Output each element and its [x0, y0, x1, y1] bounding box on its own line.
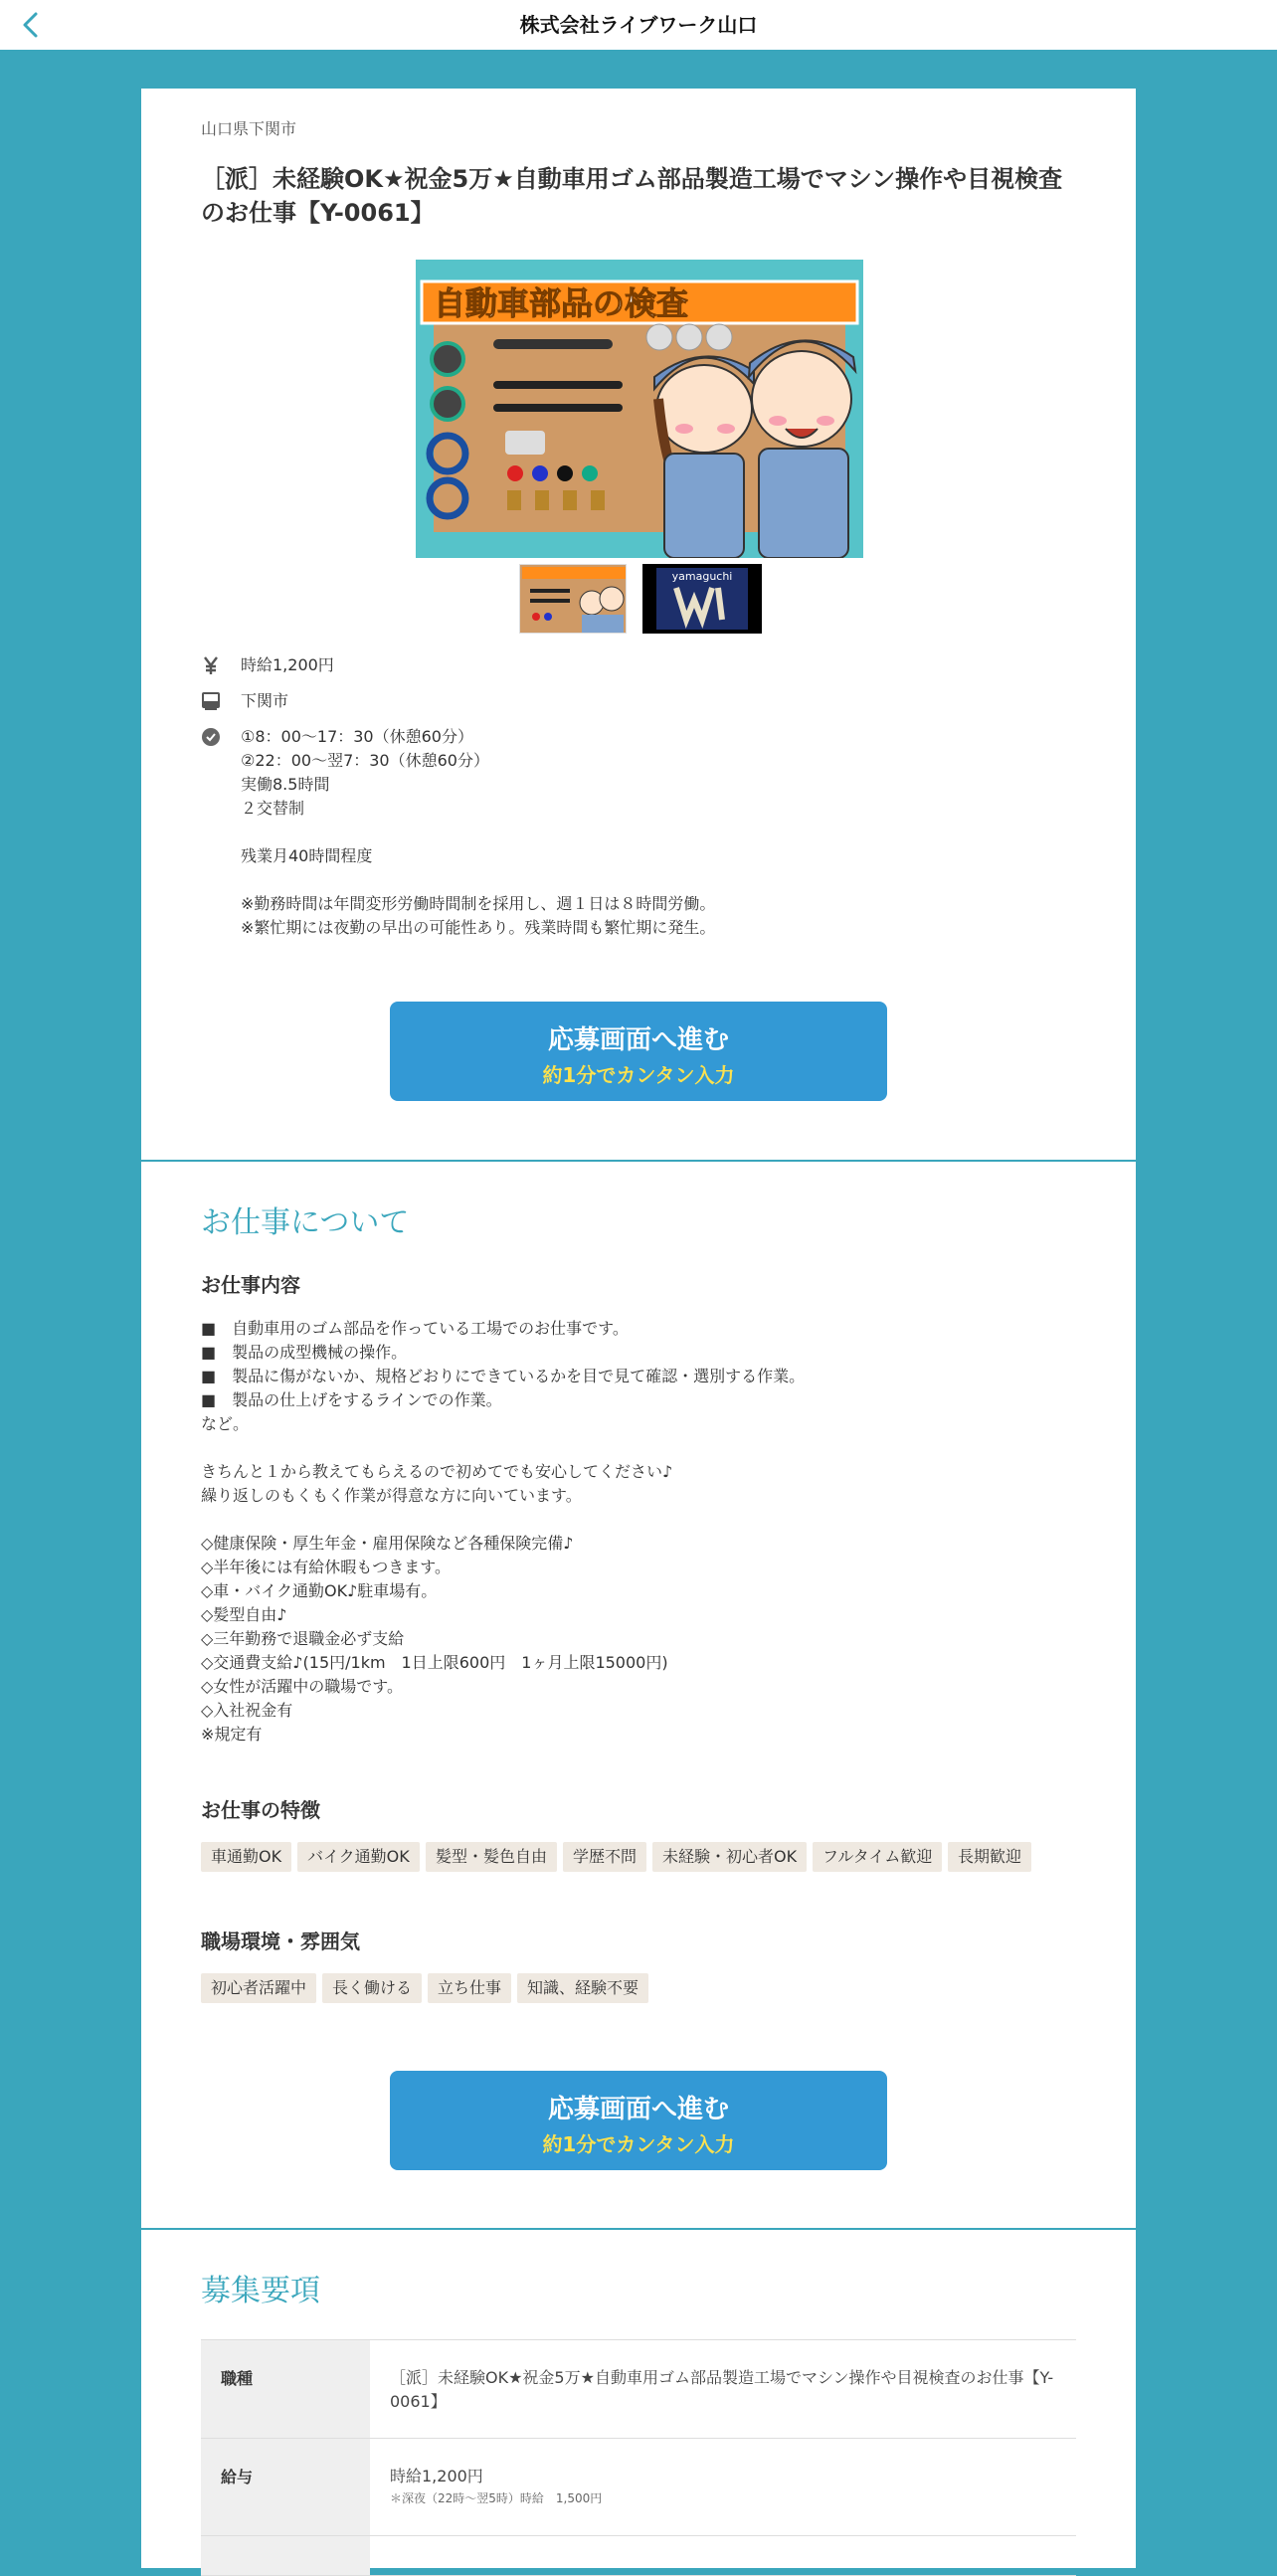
apply-button-label: 応募画面へ進む	[547, 1025, 729, 1055]
page-title: 株式会社ライブワーク山口	[519, 13, 758, 37]
wage-text: 時給1,200円	[241, 655, 334, 674]
job-content-line: ◇健康保険・厚生年金・雇用保険など各種保険完備♪	[201, 1534, 574, 1553]
job-content-line: ■ 自動車用のゴム部品を作っている工場でのお仕事です。	[201, 1319, 629, 1338]
apply-button-sublabel: 約1分でカンタン入力	[542, 2132, 735, 2156]
requirements-heading: 募集要項	[201, 2274, 320, 2308]
thumb2-text: yamaguchi	[671, 570, 733, 583]
about-heading: お仕事について	[201, 1205, 410, 1240]
job-content-line: 繰り返しのもくもく作業が得意な方に向いています。	[201, 1486, 582, 1505]
feature-tag: 車通勤OK	[201, 1842, 291, 1872]
apply-button-sublabel: 約1分でカンタン入力	[542, 1063, 735, 1087]
requirements-row-salary	[201, 2439, 1076, 2536]
job-content-line: ※規定有	[201, 1725, 263, 1744]
working-hours-line	[241, 868, 715, 892]
top-bar	[0, 0, 1277, 50]
image-thumbnail-2[interactable]	[642, 564, 762, 634]
feature-tag: 長期歓迎	[948, 1842, 1031, 1872]
requirements-table	[201, 2339, 1076, 2576]
apply-button-top[interactable]	[390, 1002, 887, 1101]
job-content-line: ◇車・バイク通勤OK♪駐車場有。	[201, 1581, 438, 1600]
working-hours-line: ②22：00～翌7：30（休憩60分）	[241, 751, 489, 770]
features-heading: お仕事の特徴	[201, 1798, 320, 1822]
image-banner-text: 自動車部品の検査	[434, 284, 689, 322]
requirements-row-next	[201, 2536, 1076, 2576]
apply-button-label: 応募画面へ進む	[547, 2095, 729, 2124]
job-main-image	[416, 260, 863, 558]
environment-tag: 立ち仕事	[428, 1973, 511, 2003]
train-icon	[201, 691, 221, 711]
job-title: ［派］未経験OK★祝金5万★自動車用ゴム部品製造工場でマシン操作や目視検査のお仕事【Y-0061】	[201, 165, 1063, 227]
working-hours-line: 実働8.5時間	[241, 775, 330, 794]
job-content-line: ■ 製品に傷がないか、規格どおりにできているかを目で見て確認・選別する作業。	[201, 1367, 806, 1385]
feature-tag: 未経験・初心者OK	[652, 1842, 807, 1872]
working-hours-line: ※勤務時間は年間変形労働時間制を採用し、週１日は８時間労働。	[241, 894, 716, 913]
requirements-value: ［派］未経験OK★祝金5万★自動車用ゴム部品製造工場でマシン操作や目視検査のお仕事【Y-0061】	[390, 2368, 1054, 2411]
requirements-label-empty	[201, 2536, 370, 2575]
requirements-note: ＊深夜（22時～翌5時）時給 1,500円	[390, 2491, 603, 2505]
job-content-line: ◇入社祝金有	[201, 1701, 293, 1720]
working-hours-line: ２交替制	[241, 799, 305, 818]
job-location: 山口県下関市	[201, 119, 297, 138]
station-text: 下関市	[241, 691, 289, 710]
environment-tag: 長く働ける	[322, 1973, 422, 2003]
job-content-text	[201, 1317, 1076, 1747]
requirements-card	[141, 2230, 1136, 2568]
job-content-line	[201, 1436, 1076, 1460]
working-hours-line: ①8：00～17：30（休憩60分）	[241, 727, 473, 746]
working-hours-line	[241, 821, 715, 844]
feature-tag: バイク通勤OK	[297, 1842, 420, 1872]
yen-icon	[201, 655, 221, 675]
apply-button-bottom[interactable]	[390, 2071, 887, 2170]
environment-tag: 知識、経験不要	[517, 1973, 648, 2003]
job-content-line: ◇半年後には有給休暇もつきます。	[201, 1558, 452, 1576]
job-content-heading: お仕事内容	[201, 1273, 300, 1297]
environment-tags	[201, 1973, 1076, 2007]
working-hours	[241, 725, 715, 940]
job-about-card	[141, 1162, 1136, 2228]
feature-tag: 学歴不問	[563, 1842, 646, 1872]
requirements-label: 給与	[201, 2439, 370, 2535]
job-content-line: ◇交通費支給♪(15円/1km 1日上限600円 1ヶ月上限15000円)	[201, 1653, 668, 1672]
job-content-line: ◇女性が活躍中の職場です。	[201, 1677, 404, 1696]
job-content-line: きちんと１から教えてもらえるので初めてでも安心してください♪	[201, 1462, 673, 1481]
environment-heading: 職場環境・雰囲気	[201, 1930, 360, 1953]
job-content-line	[201, 1508, 1076, 1532]
feature-tags	[201, 1842, 1076, 1876]
job-content-line: ◇三年勤務で退職金必ず支給	[201, 1629, 405, 1648]
image-thumbnail-1[interactable]	[519, 564, 627, 634]
feature-tag: フルタイム歓迎	[813, 1842, 942, 1872]
clock-icon	[201, 727, 221, 747]
environment-tag: 初心者活躍中	[201, 1973, 316, 2003]
requirements-salary-cell	[370, 2439, 1076, 2528]
requirements-value: 時給1,200円	[390, 2467, 483, 2485]
job-summary-card	[141, 89, 1136, 1160]
working-hours-line: 残業月40時間程度	[241, 846, 373, 865]
job-content-line: ■ 製品の成型機械の操作。	[201, 1343, 408, 1362]
job-content-line: など。	[201, 1414, 250, 1433]
requirements-label: 職種	[201, 2340, 370, 2438]
job-content-line: ■ 製品の仕上げをするラインでの作業。	[201, 1390, 502, 1409]
job-content-line: ◇髪型自由♪	[201, 1605, 287, 1624]
requirements-row-job-type	[201, 2340, 1076, 2439]
feature-tag: 髪型・髪色自由	[426, 1842, 557, 1872]
working-hours-line: ※繁忙期には夜勤の早出の可能性あり。残業時間も繁忙期に発生。	[241, 918, 716, 937]
